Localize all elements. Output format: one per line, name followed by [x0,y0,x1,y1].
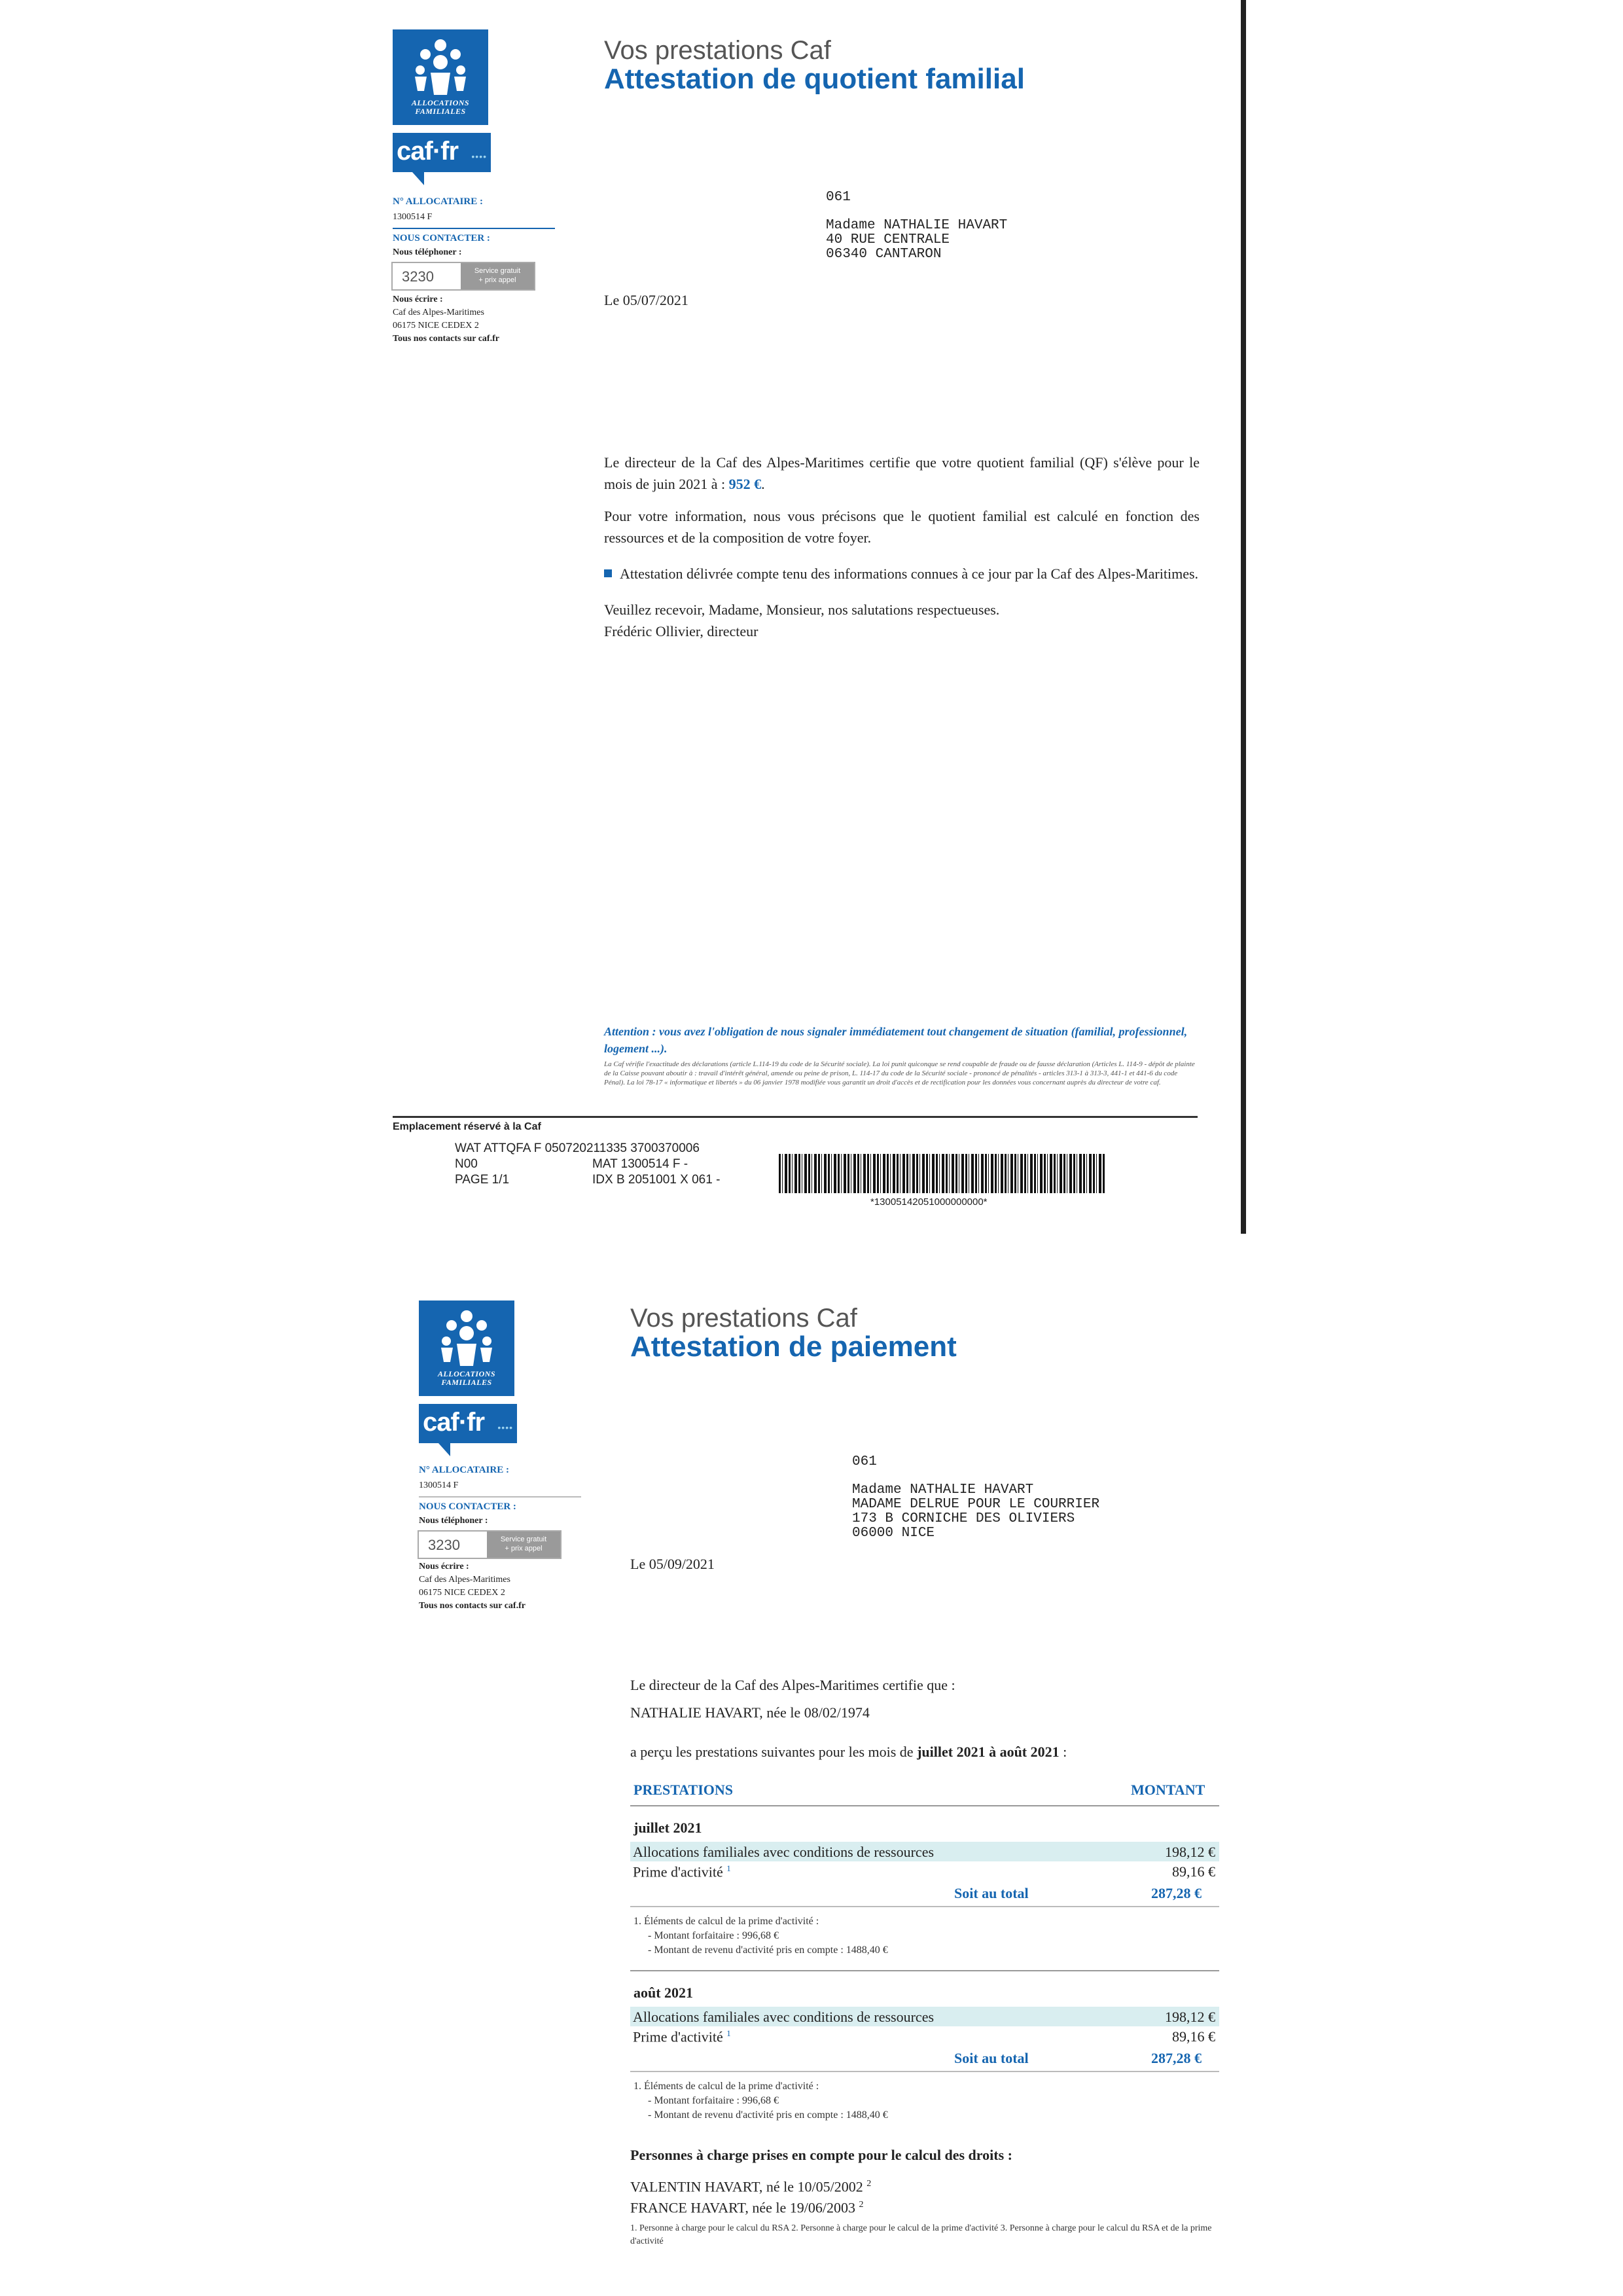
row-footnote-ref: 1 [726,1863,731,1873]
caf-fr-dots: •••• [497,1422,513,1433]
signature: Frédéric Ollivier, directeur [604,623,758,639]
calc-note-2: - Montant forfaitaire : 996,68 € [648,1930,779,1941]
row-label: Allocations familiales avec conditions de ressources [633,2009,935,2025]
sidebar-divider [419,1496,581,1498]
phone-price-tag [487,1532,560,1558]
intro-line-3 [630,1741,1067,1763]
square-bullet-icon [604,569,612,577]
table-header-rule [630,1805,1219,1806]
row-label: Allocations familiales avec conditions de ressources [633,1844,935,1860]
caf-fr-bubble [419,1404,517,1443]
recipient-line-3: 06340 CANTARON [826,247,942,262]
table-row [630,2026,1219,2046]
contacts-link[interactable]: Tous nos contacts sur caf.fr [419,1601,526,1611]
phone-tag-line-2: + prix appel [505,1545,543,1552]
write-label: Nous écrire : [393,295,443,304]
caf-fr-bubble-tail [438,1443,450,1456]
allocataire-number: 1300514 F [393,212,433,222]
contact-label: NOUS CONTACTER : [419,1501,516,1512]
write-address-2: 06175 NICE CEDEX 2 [393,321,479,331]
info-paragraph: Pour votre information, nous vous précisons que le quotient familial est calculé en fonction des ressources et de la composition de votre foyer. [604,508,1200,546]
caf-logo [419,1300,514,1396]
calc-note-2: - Montant forfaitaire : 996,68 € [648,2095,779,2106]
intro-line-1: Le directeur de la Caf des Alpes-Maritimes certifie que : [630,1677,955,1693]
family-emblem-icon [411,36,470,99]
phone-number: 3230 [428,1537,460,1553]
total-rule [630,2071,1219,2072]
row-amount: 89,16 € [1172,2028,1215,2045]
phone-number: 3230 [402,268,434,285]
col-header-montant: MONTANT [1131,1782,1205,1798]
phone-tag-line-2: + prix appel [478,276,516,284]
recipient-line-2: MADAME DELRUE POUR LE COURRIER [852,1497,1100,1512]
phone-label: Nous téléphoner : [419,1516,488,1526]
barcode [779,1154,1106,1193]
total-label: Soit au total [954,2050,1029,2066]
calc-note-1: 1. Éléments de calcul de la prime d'activité : [633,1916,819,1927]
letter-body [604,452,1200,642]
page-subtitle: Vos prestations Caf [630,1304,857,1333]
total-amount: 287,28 € [1151,2050,1202,2066]
caf-fr-bubble-tail [412,172,424,185]
recipient-code: 061 [852,1454,877,1469]
total-label: Soit au total [954,1885,1029,1901]
intro-line-2: NATHALIE HAVART, née le 08/02/1974 [630,1704,870,1721]
phone-box[interactable] [418,1530,562,1559]
phone-box[interactable] [391,262,535,291]
footer-code-3: MAT 1300514 F - [592,1157,688,1171]
recipient-line-2: 40 RUE CENTRALE [826,232,950,247]
person-2-text: FRANCE HAVART, née le 19/06/2003 [630,2199,855,2216]
allocataire-number: 1300514 F [419,1480,459,1490]
letter-date: Le 05/07/2021 [604,292,688,308]
table-row [630,2007,1219,2026]
family-emblem-icon [437,1307,496,1370]
logo-line-2: FAMILIALES [441,1378,492,1387]
person-1-text: VALENTIN HAVART, né le 10/05/2002 [630,2178,863,2195]
intro-text: a perçu les prestations suivantes pour les mois de [630,1744,918,1760]
qf-paragraph [604,452,1200,495]
person-1-ref: 2 [866,2179,872,2189]
month-divider [630,1970,1219,1971]
recipient-code: 061 [826,190,851,205]
month-label-juillet: juillet 2021 [633,1820,702,1836]
attestation-paragraph [604,563,1200,584]
write-address-1: Caf des Alpes-Maritimes [419,1575,510,1585]
write-address-2: 06175 NICE CEDEX 2 [419,1588,505,1598]
page-subtitle: Vos prestations Caf [604,36,831,65]
recipient-line-1: Madame NATHALIE HAVART [826,218,1008,233]
table-row [630,1842,1219,1861]
allocataire-label: N° ALLOCATAIRE : [393,196,483,207]
total-rule [630,1906,1219,1907]
row-label [633,1863,731,1880]
col-header-prestations: PRESTATIONS [633,1782,734,1798]
row-label-text: Prime d'activité [633,2028,723,2045]
sidebar-divider [393,228,555,229]
footer-code-4: PAGE 1/1 [455,1173,510,1187]
row-amount: 198,12 € [1165,1844,1215,1860]
recipient-line-3: 173 B CORNICHE DES OLIVIERS [852,1511,1075,1526]
attention-legal-text: La Caf vérifie l'exactitude des déclarations (article L.114-19 du code de la Sécurité sociale). La loi punit quiconque se rend coupable de fraude ou de fausse déclaration (Articles L. 114-9 - dépôt de plainte de la Caisse pouvant aboutir à : travail d'intérêt général, amende ou peine de prison, L. 114-17 du code de la Sécurité sociale - prononcé de pénalités - articles 313-1 à 313-3, 441-1 et 441-6 du code Pénal). La loi 78-17 « informatique et libertés » du 06 janvier 1978 modifiée vous garantit un droit d'accès et de rectification pour les données vous concernant auprès du directeur de votre caf. [604,1060,1195,1086]
row-footnote-ref: 1 [726,2028,731,2038]
page-title: Attestation de quotient familial [604,63,1025,95]
caf-fr-text: caf·fr [397,137,459,166]
page-2 [0,1270,1623,2296]
calc-note-3: - Montant de revenu d'activité pris en compte : 1488,40 € [648,1945,888,1956]
table-row [630,1861,1219,1881]
contact-label: NOUS CONTACTER : [393,233,490,243]
page-title: Attestation de paiement [630,1331,957,1363]
contacts-link[interactable]: Tous nos contacts sur caf.fr [393,334,499,344]
recipient-line-4: 06000 NICE [852,1526,935,1541]
recipient-line-1: Madame NATHALIE HAVART [852,1482,1034,1498]
salutation: Veuillez recevoir, Madame, Monsieur, nos salutations respectueuses. [604,601,1000,618]
write-label: Nous écrire : [419,1562,469,1571]
qf-text: Le directeur de la Caf des Alpes-Maritimes certifie que votre quotient familial (QF) s'élève pour le mois de juin 2021 à : [604,454,1200,492]
footer-code-5: IDX B 2051001 X 061 - [592,1173,721,1187]
caf-fr-dots: •••• [471,151,487,162]
person-2-ref: 2 [859,2200,864,2210]
phone-tag-line-1: Service gratuit [474,267,521,275]
caf-fr-bubble [393,133,491,172]
logo-line-1: ALLOCATIONS [437,1369,496,1378]
phone-label: Nous téléphoner : [393,247,462,257]
total-amount: 287,28 € [1151,1885,1202,1901]
letter-date: Le 05/09/2021 [630,1556,715,1572]
attention-title: Attention : vous avez l'obligation de nous signaler immédiatement tout changement de situation (familial, professionnel, logement ...). [604,1025,1188,1055]
page-edge-line [1241,0,1246,1234]
reserved-label: Emplacement réservé à la Caf [393,1121,541,1132]
qf-text-end: . [761,476,765,492]
phone-tag-line-1: Service gratuit [500,1535,547,1543]
intro-period: juillet 2021 à août 2021 [917,1744,1060,1760]
allocataire-label: N° ALLOCATAIRE : [419,1465,509,1475]
caf-fr-text: caf·fr [423,1408,485,1437]
phone-price-tag [461,263,534,289]
month-label-aout: août 2021 [633,1984,694,2001]
qf-amount: 952 € [728,476,762,492]
attention-divider [393,1116,1198,1118]
footer-code-1: WAT ATTQFA F 050720211335 3700370006 [455,1141,700,1155]
row-label-text: Prime d'activité [633,1863,723,1880]
persons-title: Personnes à charge prises en compte pour le calcul des droits : [630,2147,1012,2163]
write-address-1: Caf des Alpes-Maritimes [393,308,484,317]
row-amount: 198,12 € [1165,2009,1215,2025]
logo-line-1: ALLOCATIONS [411,98,470,107]
row-amount: 89,16 € [1172,1863,1215,1880]
row-label [633,2028,731,2045]
attestation-text: Attestation délivrée compte tenu des informations connues à ce jour par la Caf des Alpes-Maritimes. [620,565,1199,582]
intro-text-end: : [1059,1744,1067,1760]
calc-note-3: - Montant de revenu d'activité pris en compte : 1488,40 € [648,2109,888,2121]
barcode-text: *13005142051000000000* [870,1196,988,1208]
logo-line-2: FAMILIALES [415,107,466,116]
attention-notice [604,1023,1200,1087]
person-2 [630,2194,863,2218]
calc-note-1: 1. Éléments de calcul de la prime d'activité : [633,2081,819,2092]
footnote: 1. Personne à charge pour le calcul du RSA 2. Personne à charge pour le calcul de la prime d'activité 3. Personne à charge pour le calcul du RSA et de la prime d'activité [630,2223,1212,2246]
caf-logo [393,29,488,125]
footer-code-2: N00 [455,1157,478,1171]
